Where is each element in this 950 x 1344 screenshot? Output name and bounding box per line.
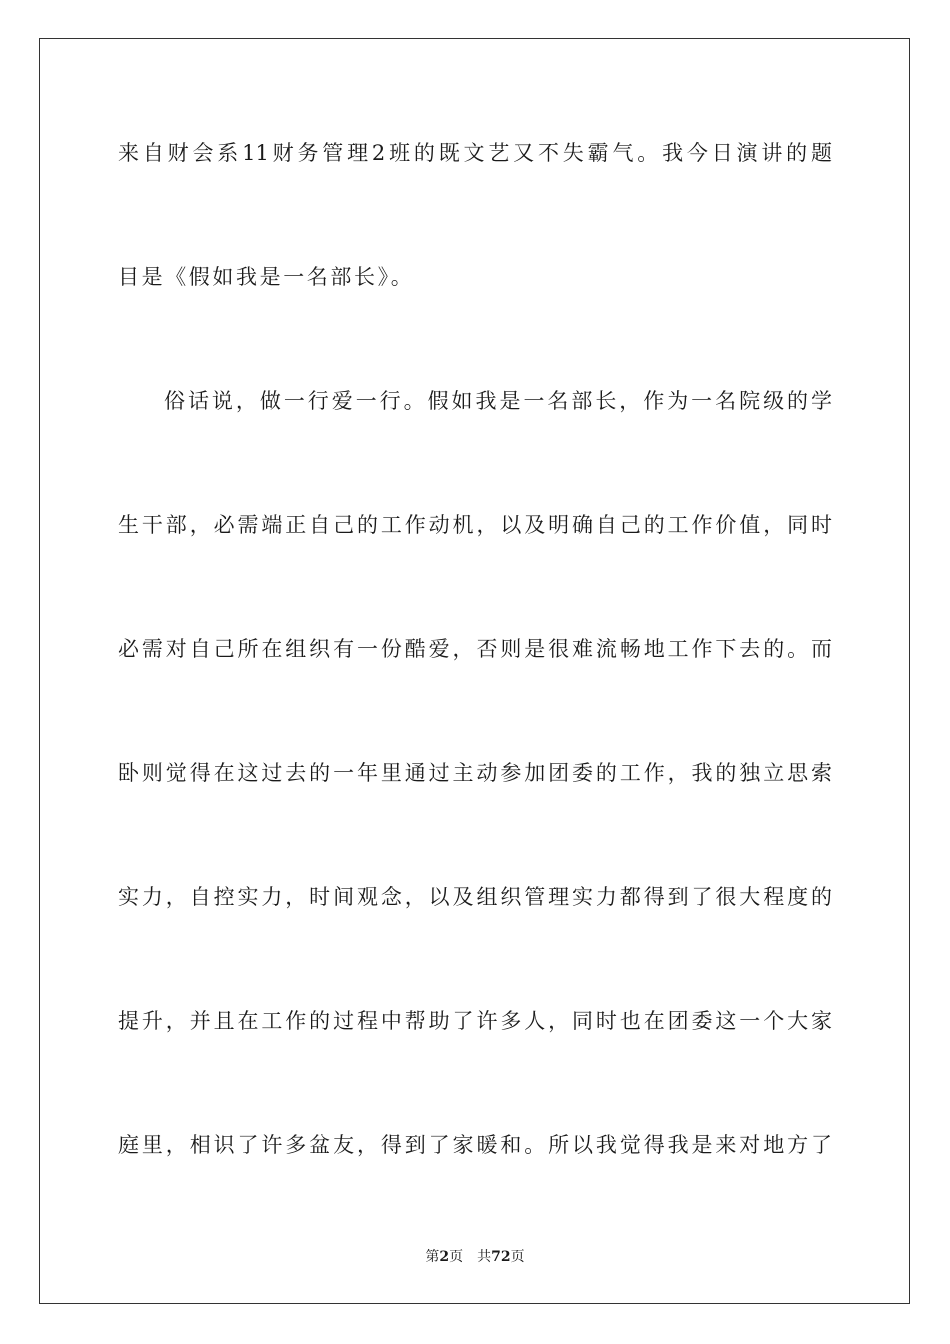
text-line-1: 来自财会系11财务管理2班的既文艺又不失霸气。我今日演讲的题 xyxy=(118,141,832,165)
text-line-7: 实力，自控实力，时间观念，以及组织管理实力都得到了很大程度的 xyxy=(118,885,832,909)
text-line-4: 生干部，必需端正自己的工作动机，以及明确自己的工作价值，同时 xyxy=(118,513,832,537)
text-line-8: 提升，并且在工作的过程中帮助了许多人，同时也在团委这一个大家 xyxy=(118,1009,832,1033)
text-line-3: 俗话说，做一行爱一行。假如我是一名部长，作为一名院级的学 xyxy=(164,389,832,413)
footer-page-number: 2 xyxy=(439,1249,450,1265)
page-footer xyxy=(0,1248,950,1266)
page-border xyxy=(39,38,910,1304)
footer-page-prefix: 第 xyxy=(425,1249,440,1265)
text-line-5: 必需对自己所在组织有一份酷爱，否则是很难流畅地工作下去的。而 xyxy=(118,637,832,661)
footer-total-prefix: 共 xyxy=(477,1249,492,1265)
footer-total-pages: 72 xyxy=(491,1249,511,1265)
text-line-6: 卧则觉得在这过去的一年里通过主动参加团委的工作，我的独立思索 xyxy=(118,761,832,785)
footer-total-suffix: 页 xyxy=(510,1249,525,1265)
text-line-9: 庭里，相识了许多盆友，得到了家暖和。所以我觉得我是来对地方了 xyxy=(118,1133,832,1157)
footer-page-suffix: 页 xyxy=(449,1249,464,1265)
text-line-2: 目是《假如我是一名部长》。 xyxy=(118,265,415,289)
